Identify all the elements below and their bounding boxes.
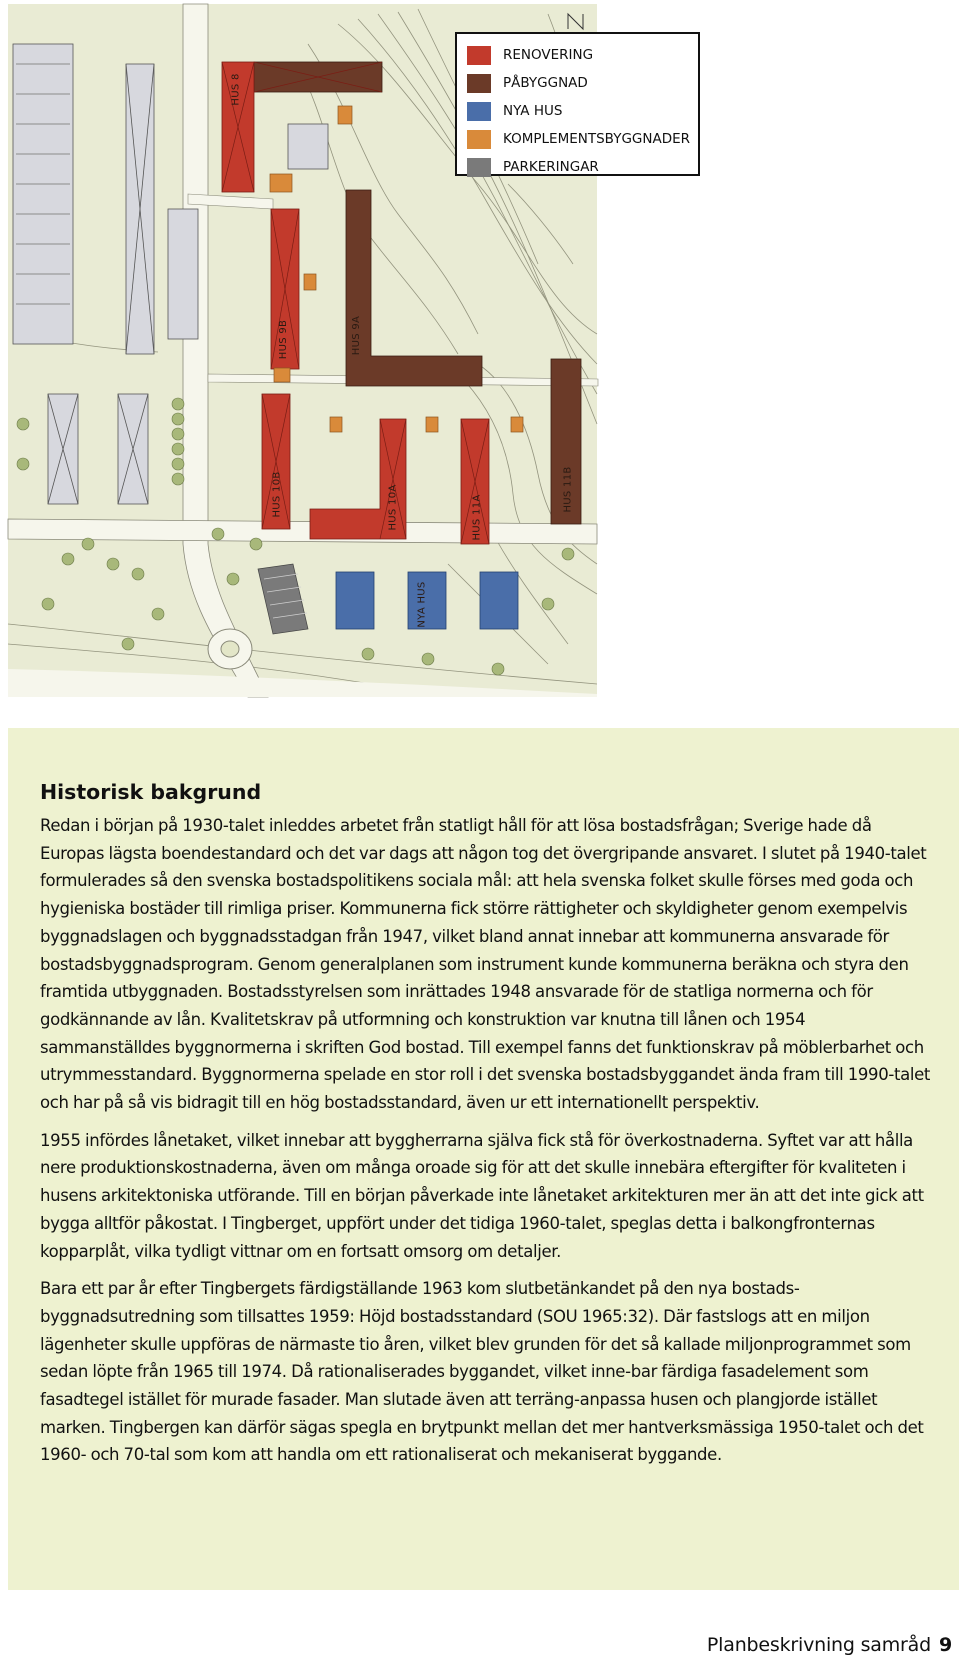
label-nya-hus: NYA HUS xyxy=(416,581,428,628)
legend-label: KOMPLEMENTSBYGGNADER xyxy=(503,131,691,147)
section-heading: Historisk bakgrund xyxy=(40,780,262,804)
legend-swatch xyxy=(467,158,491,177)
legend-item-parkeringar xyxy=(467,153,698,181)
label-hus-8: HUS 8 xyxy=(230,73,242,106)
legend-item-nya-hus xyxy=(467,97,698,125)
label-hus-9a: HUS 9A xyxy=(351,315,363,356)
legend-label: NYA HUS xyxy=(503,103,563,119)
page-number: 9 xyxy=(938,1634,952,1656)
north-arrow xyxy=(568,14,583,29)
legend-label: PÅBYGGNAD xyxy=(503,75,588,91)
legend-item-renovering xyxy=(467,41,698,69)
paragraph-1: Redan i början på 1930-talet inleddes arbetet från statligt håll för att lösa bostadsfrågan; Sverige hade då Europas lägsta boendestandard och det var dags att någon tog det övergripande ansvaret. I slutet på 1940-talet formulerades så den svenska bostadspolitikens sociala mål: att hela svenska folket skulle förses med goda och hygieniska bostäder till rimliga priser. Kommunerna fick större rättigheter och skyldigheter genom exempelvis byggnadslagen och byggnadsstadgan från 1947, vilket bland annat innebar att kommunerna ansvarade för bostadsbyggnadsprogram. Genom generalplanen som instrument kunde kommunerna beräkna och styra den framtida utbyggnaden. Bostadsstyrelsen som inrättades 1948 ansvarade för de statliga normerna och för godkännande av lån. Kvalitetskrav på utformning och konstruktion var knutna till lånen och 1954 sammanställdes byggnormerna i skriften God bostad. Till exempel fanns det funktionskrav på möblerbarhet och utrymmesstandard. Byggnormerna spelade en stor roll i det svenska bostadsbyggandet ända fram till 1990-talet och har på så vis bidragit till en hög bostadsstandard, även ur ett internationellt perspektiv. xyxy=(40,816,930,1113)
page-footer xyxy=(707,1634,952,1656)
label-hus-10a: HUS 10A xyxy=(387,484,399,531)
label-hus-11b: HUS 11B xyxy=(562,466,574,513)
legend-label: RENOVERING xyxy=(503,47,594,63)
label-hus-9b: HUS 9B xyxy=(278,319,290,360)
legend-label: PARKERINGAR xyxy=(503,159,599,175)
map-legend xyxy=(455,32,700,176)
paragraph-2: 1955 infördes lånetaket, vilket innebar att byggherrarna själva fick stå för överkostnaderna. Syftet var att hålla nere produktionskostnaderna, även om många oroade sig för att det skulle innebära eftergifter för kvaliteten i husens arkitektoniska utförande. Till en början påverkade inte lånetaket arkitekturen mer än att det inte gick att bygga alltför påkostat. I Tingberget, uppfört under det tidiga 1960-talet, speglas detta i balkongfronternas kopparplåt, vilka tydligt vittnar om en fortsatt omsorg om detaljer. xyxy=(40,1130,924,1261)
footer-title: Planbeskrivning samråd xyxy=(706,1634,931,1656)
legend-swatch xyxy=(467,46,491,65)
history-panel xyxy=(8,728,959,1590)
legend-swatch xyxy=(467,74,491,93)
site-plan-map xyxy=(8,4,691,697)
label-hus-10b: HUS 10B xyxy=(271,471,283,518)
legend-item-pabyggnad xyxy=(467,69,698,97)
parking xyxy=(258,564,308,634)
legend-swatch xyxy=(467,102,491,121)
paragraph-3: Bara ett par år efter Tingbergets färdigställande 1963 kom slutbetänkandet på den nya bostads-byggnadsutredning som tillsattes 1959: Höjd bostadsstandard (SOU 1965:32). Där fastslogs att en miljon lägenheter skulle uppföras de närmaste tio åren, vilket blev grunden för det så kallade miljonprogrammet som sedan löpte från 1965 till 1974. Då rationaliserades byggandet, vilket inne-bar färdiga fasadelement som fasadtegel istället för murade fasader. Man slutade även att terräng-anpassa husen och plangjorde istället marken. Tingbergen kan därför sägas spegla en brytpunkt mellan det mer hantverksmässiga 1950-talet och det 1960- och 70-tal som kom att handla om ett rationaliserat och mekaniserat byggande. xyxy=(40,1279,924,1465)
legend-swatch xyxy=(467,130,491,149)
label-hus-11a: HUS 11A xyxy=(471,494,483,541)
legend-item-komplement xyxy=(467,125,698,153)
